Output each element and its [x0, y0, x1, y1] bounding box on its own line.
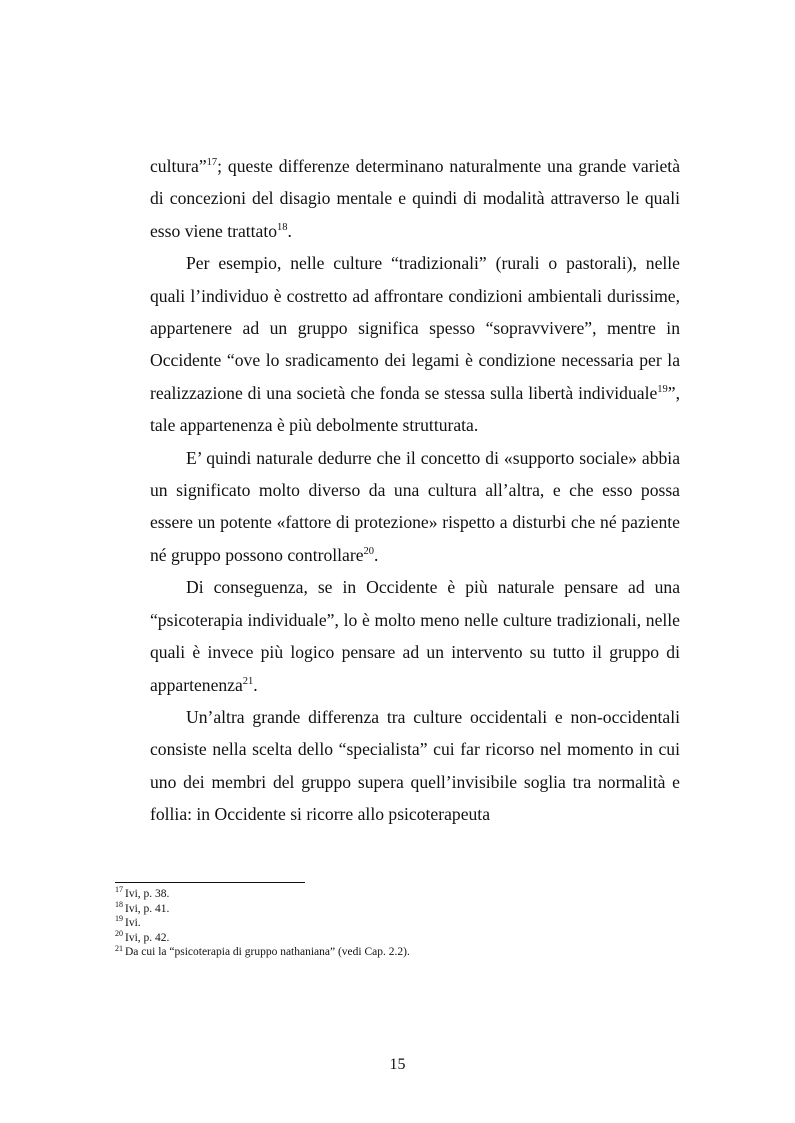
body-text — [150, 150, 680, 831]
footnotes — [115, 887, 675, 960]
footnote-text: Ivi. — [125, 917, 141, 930]
footnote-reference: 19 — [657, 383, 668, 395]
paragraph — [150, 701, 680, 831]
footnote-reference: 20 — [363, 546, 375, 558]
paragraph-text: . — [374, 544, 379, 565]
paragraph-text: E’ quindi naturale dedurre che il concetto di «supporto sociale» abbia un significato molto diverso da una cultura all’altra, e che esso possa essere un potente «fattore di protezione» rispetto a disturbi che né paziente né gruppo possono controllare — [150, 447, 680, 565]
footnote-reference: 18 — [277, 221, 288, 233]
paragraph-text: Un’altra grande differenza tra culture occidentali e non-occidentali consiste nella scelta dello “specialista” cui far ricorso nel momento in cui uno dei membri del gruppo supera quell’invisibile soglia tra normalità e follia: in Occidente si ricorre allo psicoterapeuta — [150, 706, 680, 825]
paragraph — [150, 150, 680, 247]
footnote-reference: 17 — [206, 157, 218, 169]
footnote — [115, 916, 675, 931]
paragraph-text: Di conseguenza, se in Occidente è più naturale pensare ad una “psicoterapia individuale”, lo è molto meno nelle culture tradizionali, nelle quali è invece più logico pensare ad un intervento su tutto il gruppo di appartenenza — [150, 577, 680, 695]
footnote-separator — [115, 882, 305, 883]
paragraph-text: ”, tale appartenenza è più debolmente strutturata. — [150, 382, 680, 436]
footnote — [115, 887, 675, 902]
paragraph — [150, 442, 680, 572]
footnote-number: 18 — [115, 899, 123, 909]
paragraph-text: cultura” — [150, 156, 207, 176]
paragraph-text: . — [253, 674, 258, 695]
paragraph — [150, 571, 680, 701]
footnote-text: Da cui la “psicoterapia di gruppo nathaniana” (vedi Cap. 2.2). — [125, 946, 410, 959]
footnote-text: Ivi, p. 38. — [125, 888, 170, 900]
footnote-text: Ivi, p. 41. — [125, 902, 170, 915]
page-number: 15 — [389, 1056, 406, 1073]
footnote-number: 20 — [115, 928, 123, 938]
paragraph-text: Per esempio, nelle culture “tradizionali” (rurali o pastorali), nelle quali l’individuo è costretto ad affrontare condizioni ambientali durissime, appartenere ad un gruppo significa spesso “sopravvivere”, mentre in Occidente “ove lo sradicamento dei legami è condizione necessaria per la realizzazione di una società che fonda se stessa sulla libertà individuale — [150, 253, 680, 403]
footnote — [115, 928, 675, 946]
footnote-number: 21 — [115, 943, 123, 953]
footnote — [115, 945, 675, 960]
paragraph-text: . — [287, 220, 292, 241]
footnote-text: Ivi, p. 42. — [125, 931, 170, 944]
footnote — [115, 899, 675, 917]
paragraph — [150, 247, 680, 441]
paragraph-text: ; queste differenze determinano naturalmente una grande varietà di concezioni del disagio mentale e quindi di modalità attraverso le quali esso viene trattato — [150, 156, 680, 241]
footnote-number: 19 — [115, 914, 123, 924]
footnote-reference: 21 — [242, 675, 254, 687]
footnote-number: 17 — [115, 885, 123, 895]
